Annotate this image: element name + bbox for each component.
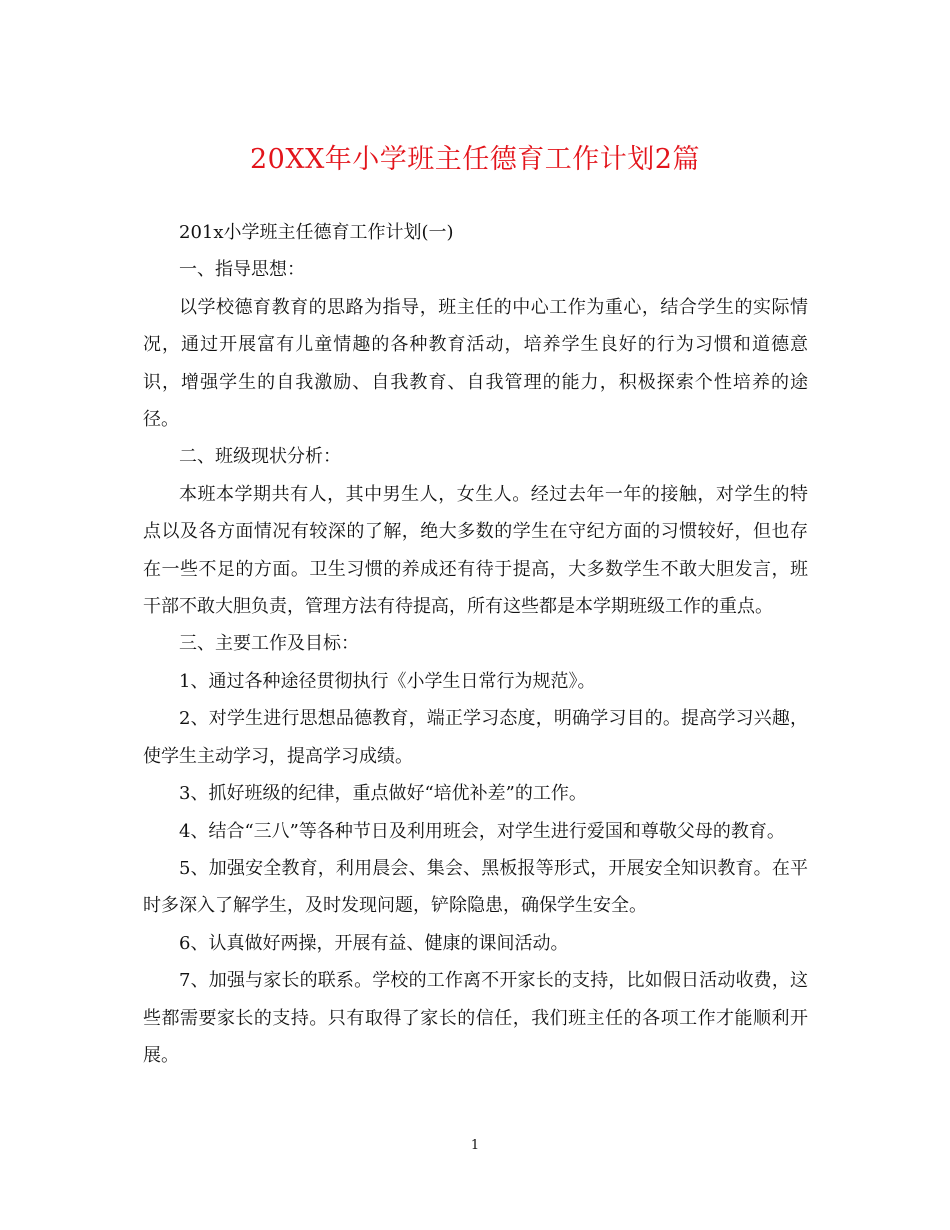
document-body [143,214,808,1074]
section-heading-main-work: 三、主要工作及目标： [179,633,359,655]
plan-subtitle: 201x小学班主任德育工作计划(一) [179,222,454,243]
list-item-7: 7、加强与家长的联系。学校的工作离不开家长的支持，比如假日活动收费，这些都需要家长的支持。只有取得了家长的信任，我们班主任的各项工作才能顺利开展。 [143,970,808,1066]
list-item-3: 3、抓好班级的纪律，重点做好“培优补差”的工作。 [179,783,587,805]
document-title: 20XX年小学班主任德育工作计划2篇 [250,144,700,175]
paragraph-guiding-ideas: 以学校德育教育的思路为指导，班主任的中心工作为重心，结合学生的实际情况，通过开展富有儿童情趣的各种教育活动，培养学生良好的行为习惯和道德意识，增强学生的自我激励、自我教育、自我管理的能力，积极探索个性培养的途径。 [143,296,808,431]
list-item-2: 2、对学生进行思想品德教育，端正学习态度，明确学习目的。提高学习兴趣，使学生主动学习，提高学习成绩。 [143,708,808,767]
list-item-5: 5、加强安全教育，利用晨会、集会、黑板报等形式，开展安全知识教育。在平时多深入了解学生，及时发现问题，铲除隐患，确保学生安全。 [143,857,808,917]
section-heading-class-analysis: 二、班级现状分析： [179,446,341,468]
paragraph-class-analysis: 本班本学期共有人，其中男生人，女生人。经过去年一年的接触，对学生的特点以及各方面情况有较深的了解，绝大多数的学生在守纪方面的习惯较好，但也存在一些不足的方面。卫生习惯的养成还有待于提高，大多数学生不敢大胆发言，班干部不敢大胆负责，管理方法有待提高，所有这些都是本学期班级工作的重点。 [143,483,808,618]
page-number: 1 [470,1138,480,1153]
section-heading-guiding-ideas: 一、指导思想： [179,259,305,281]
list-item-4: 4、结合“三八”等各种节日及利用班会，对学生进行爱国和尊敬父母的教育。 [179,820,785,842]
list-item-6: 6、认真做好两操，开展有益、健康的课间活动。 [179,932,569,954]
list-item-1: 1、通过各种途径贯彻执行《小学生日常行为规范》。 [179,670,596,692]
